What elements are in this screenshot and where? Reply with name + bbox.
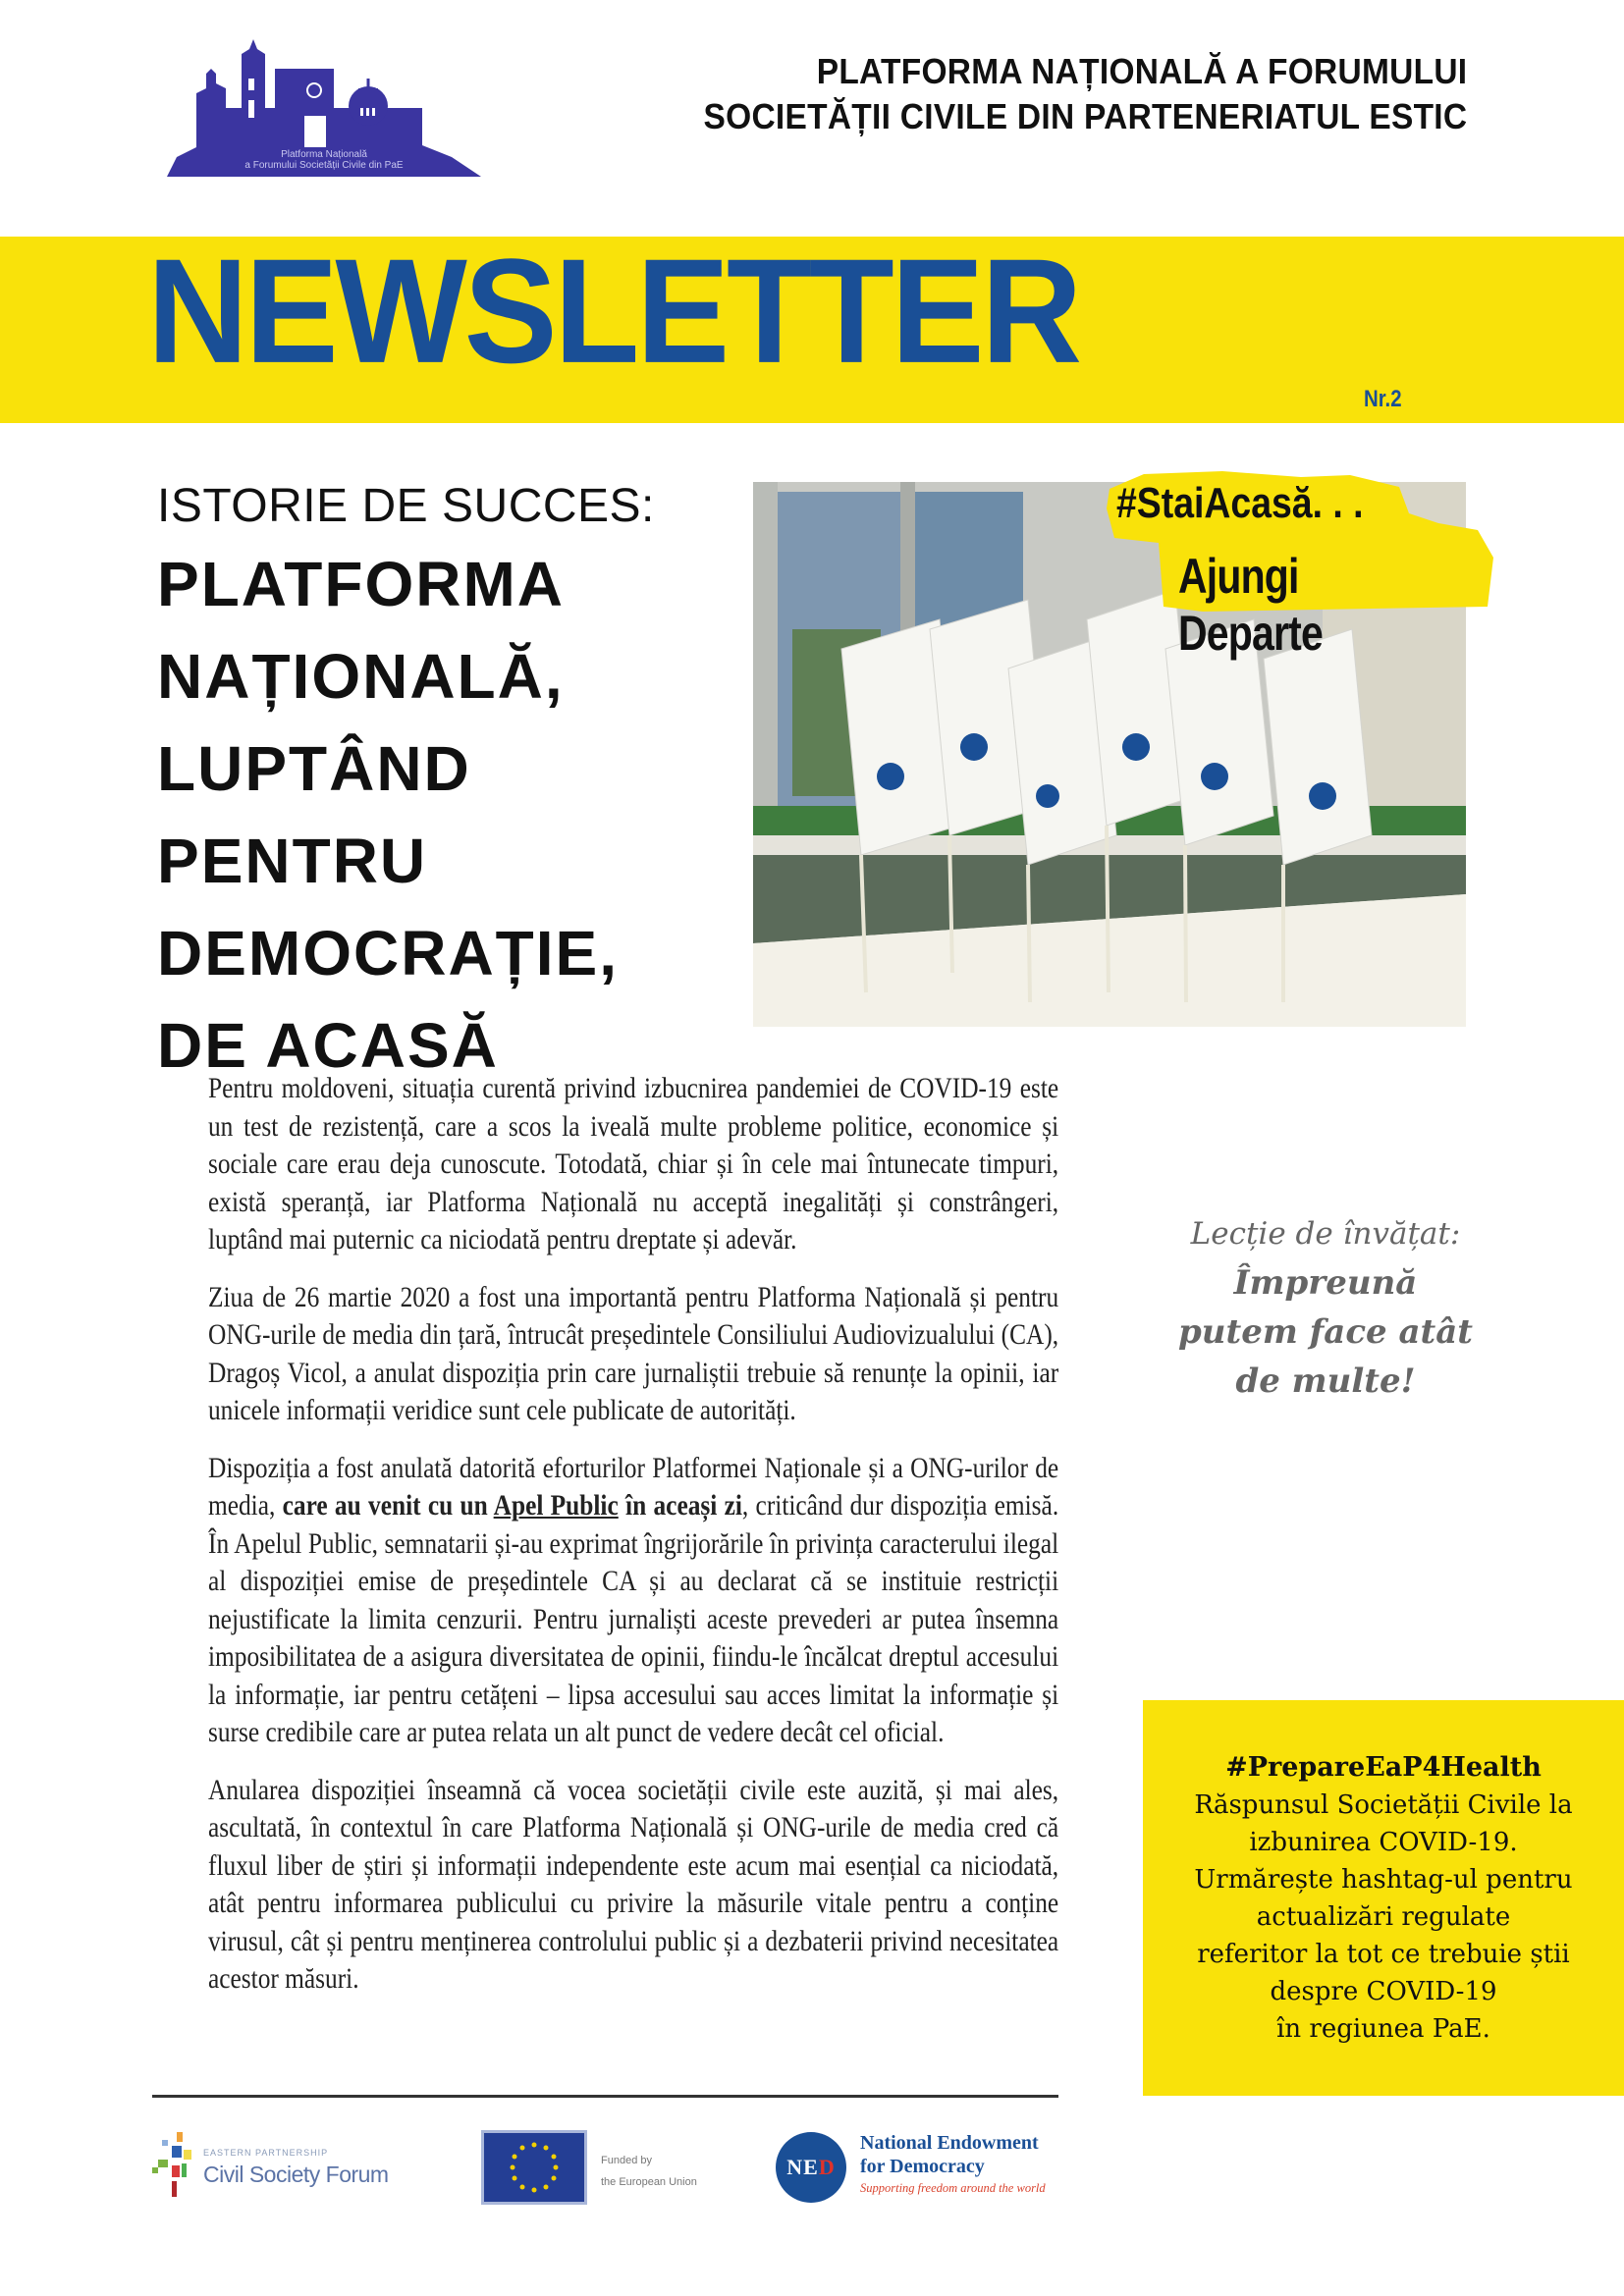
csf-mosaic-icon: [152, 2130, 199, 2199]
csf-small-text: EASTERN PARTNERSHIP: [203, 2148, 329, 2158]
article-body: [208, 1070, 1058, 2018]
paragraph-text: Dispoziția a fost anulată datorită eforturilor Platformei Naționale și a ONG-urilor de media,: [208, 1452, 1059, 1522]
eu-caption: [601, 2150, 697, 2193]
ned-logo: [776, 2130, 1090, 2209]
logo-caption-line1: Platforma Națională: [281, 149, 367, 160]
lesson-line: de multe!: [1235, 1362, 1416, 1401]
callout-line: despre COVID-19: [1270, 1977, 1497, 2006]
prepare-eap-callout: [1143, 1700, 1624, 2096]
lesson-line: putem face atât: [1178, 1312, 1473, 1352]
article-headline: [157, 538, 619, 1092]
logo-caption: [157, 149, 491, 171]
org-title-line2: SOCIETĂȚII CIVILE DIN PARTENERIATUL ESTIC: [703, 96, 1467, 136]
article-kicker: ISTORIE DE SUCCES:: [157, 480, 655, 532]
ned-tagline: Supporting freedom around the world: [860, 2181, 1046, 2195]
apel-public-link[interactable]: Apel Public: [493, 1490, 619, 1522]
ned-abbr-d: D: [818, 2155, 836, 2179]
logo-caption-line2: a Forumului Societății Civile din PaE: [244, 160, 404, 171]
csf-name: Civil Society Forum: [203, 2162, 389, 2187]
paragraph-text: , criticând dur dispoziția emisă. În Apelul Public, semnatarii și-au exprimat îngrijorările în privința caracterului ilegal al dispoziției emise de președintele CA și au declarat că se instituie restricții nejustificate la limita cenzurii. Pentru jurnaliști aceste prevederi ar putea însemna imposibilitatea de a asigura diversitatea de opinii, fiindu-le încălcat dreptul accesului la informație, iar pentru cetățeni – lipsa accesului sau acces limitat la informație și surse credibile care ar putea relata un alt punct de vedere decât cel oficial.: [208, 1490, 1059, 1748]
lesson-pull-quote: [1139, 1209, 1512, 1406]
organization-title: [703, 49, 1467, 139]
callout-line: Urmărește hashtag-ul pentru: [1194, 1865, 1573, 1895]
eu-caption-line2: the European Union: [601, 2176, 697, 2188]
stay-home-sticker: [1105, 469, 1497, 661]
headline-line: DE ACASĂ: [157, 1010, 499, 1081]
article-paragraph: Anularea dispoziției înseamnă că vocea societății civile este auzită, și mai ales, ascultată, în contextul în care Platforma Națională și ONG-urile de media cred că fluxul liber de știri și informații independente este acum mai esențial ca niciodată, atât pentru informarea publicului cu privire la măsurile vitale pentru a conține virusul, cât și pentru menținerea controlului public și a dezbaterii privind necesitatea acestor măsuri.: [208, 1774, 1059, 1995]
callout-line: actualizări regulate: [1256, 1902, 1511, 1932]
callout-hashtag[interactable]: #PrepareEaP4Health: [1225, 1752, 1542, 1783]
article-paragraph: [208, 1450, 1058, 1752]
callout-line: referitor la tot ce trebuie știi: [1197, 1940, 1570, 1969]
issue-number: Nr.2: [1364, 386, 1402, 412]
ned-name-line2: for Democracy: [860, 2156, 985, 2177]
platform-logo: [157, 29, 491, 177]
callout-line: izbunirea COVID-19.: [1249, 1828, 1518, 1857]
headline-line: PENTRU: [157, 826, 428, 896]
eu-flag-icon: [481, 2130, 587, 2205]
headline-line: DEMOCRAȚIE,: [157, 918, 619, 988]
article-paragraph: Ziua de 26 martie 2020 a fost una importantă pentru Platforma Națională și pentru ONG-urile de media din țară, întrucât președintele Consiliului Audiovizualului (CA), Dragoș Vicol, a anulat dispoziția prin care jurnaliștii trebuie să renunțe la opinii, iar unicele informații veridice sunt cele publicate de autorități.: [208, 1281, 1059, 1426]
ned-name-line1: National Endowment: [860, 2132, 1039, 2154]
callout-line: Răspunsul Societății Civile la: [1194, 1790, 1573, 1820]
eu-funding-logo: [481, 2130, 776, 2209]
lesson-line: Împreună: [1233, 1263, 1418, 1303]
headline-line: NAȚIONALĂ,: [157, 641, 565, 712]
ned-abbr: NE: [786, 2155, 819, 2179]
sticker-line1: #StaiAcasă. . .: [1116, 479, 1364, 527]
newsletter-title: NEWSLETTER: [147, 228, 1079, 395]
headline-line: LUPTÂND: [157, 733, 471, 804]
article-paragraph: Pentru moldoveni, situația curentă privind izbucnirea pandemiei de COVID-19 este un test de rezistență, care a scos la iveală multe probleme politice, economice și sociale care erau deja cunoscute. Totodată, chiar și în cele mai întunecate timpuri, există speranță, iar Platforma Națională nu acceptă inegalități și constrângeri, luptând mai puternic ca niciodată pentru dreptate și adevăr.: [208, 1073, 1059, 1255]
sticker-line2: Ajungi Departe: [1178, 549, 1323, 661]
lesson-intro: Lecție de învățat:: [1190, 1216, 1461, 1252]
emphasis-text: care au venit cu un: [282, 1490, 494, 1522]
eu-caption-line1: Funded by: [601, 2155, 652, 2166]
callout-line: în regiunea PaE.: [1276, 2014, 1490, 2044]
csf-logo: [152, 2130, 447, 2209]
ned-circle-icon: [776, 2132, 846, 2203]
org-title-line1: PLATFORMA NAȚIONALĂ A FORUMULUI: [816, 51, 1467, 91]
emphasis-text: în aceași zi: [618, 1490, 742, 1522]
headline-line: PLATFORMA: [157, 549, 565, 619]
footer-divider: [152, 2095, 1058, 2098]
